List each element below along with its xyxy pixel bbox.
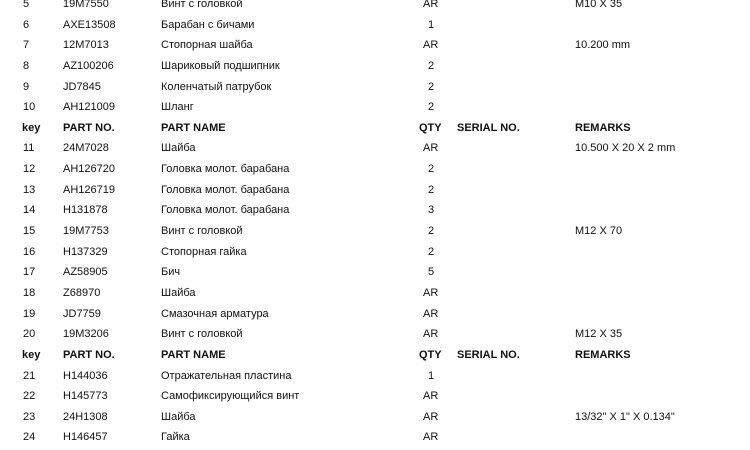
header-remarks: REMARKS (575, 121, 631, 134)
cell-part-name: Смазочная арматура (161, 307, 269, 320)
header-serial-no: SERIAL NO. (457, 121, 520, 134)
table-row (0, 366, 750, 387)
table-row (0, 56, 750, 77)
header-part-no: PART NO. (63, 121, 115, 134)
cell-key: 8 (23, 59, 30, 72)
table-row (0, 283, 750, 304)
table-row (0, 15, 750, 36)
cell-remarks: 13/32" X 1" X 0.134" (575, 410, 675, 423)
table-row (0, 304, 750, 325)
cell-part-no: JD7759 (63, 307, 101, 320)
cell-key: 7 (23, 39, 30, 52)
cell-part-no: H146457 (63, 431, 108, 444)
cell-part-name: Шайба (161, 410, 196, 423)
table-header-row (0, 118, 750, 139)
cell-part-no: 19M7753 (63, 225, 109, 238)
table-row (0, 262, 750, 283)
cell-part-name: Головка молот. барабана (161, 204, 290, 217)
cell-qty: AR (423, 390, 439, 403)
cell-part-name: Шайба (161, 286, 196, 299)
cell-key: 18 (23, 286, 36, 299)
cell-qty: 5 (428, 266, 435, 279)
cell-qty: 2 (428, 163, 435, 176)
cell-part-name: Бич (161, 266, 181, 279)
cell-key: 21 (23, 369, 36, 382)
cell-part-no: 24M7028 (63, 142, 109, 155)
cell-key: 17 (23, 266, 36, 279)
table-row (0, 407, 750, 428)
header-part-name: PART NAME (161, 121, 226, 134)
cell-qty: 2 (428, 80, 435, 93)
cell-key: 20 (23, 328, 36, 341)
table-row (0, 200, 750, 221)
cell-key: 24 (23, 431, 36, 444)
table-row (0, 77, 750, 98)
cell-part-name: Шайба (161, 142, 196, 155)
cell-key: 15 (23, 225, 36, 238)
header-key: key (22, 348, 41, 361)
cell-part-no: H137329 (63, 245, 108, 258)
cell-qty: AR (423, 431, 439, 444)
cell-key: 16 (23, 245, 36, 258)
cell-qty: 2 (428, 101, 435, 114)
cell-qty: 2 (428, 183, 435, 196)
cell-key: 23 (23, 410, 36, 423)
header-part-no: PART NO. (63, 348, 115, 361)
cell-qty: AR (423, 142, 439, 155)
cell-part-name: Винт с головкой (161, 328, 243, 341)
cell-part-name: Отражательная пластина (161, 369, 292, 382)
cell-qty: AR (423, 0, 439, 10)
cell-key: 22 (23, 390, 36, 403)
cell-key: 6 (23, 18, 30, 31)
cell-part-no: AXE13508 (63, 18, 116, 31)
table-header-row (0, 345, 750, 366)
cell-part-name: Головка молот. барабана (161, 183, 290, 196)
cell-part-name: Гайка (161, 431, 190, 444)
cell-qty: 2 (428, 225, 435, 238)
cell-remarks: M10 X 35 (575, 0, 623, 10)
cell-qty: AR (423, 328, 439, 341)
cell-part-name: Винт с головкой (161, 225, 243, 238)
header-remarks: REMARKS (575, 348, 631, 361)
cell-part-no: H131878 (63, 204, 108, 217)
table-row (0, 138, 750, 159)
header-qty: QTY (419, 121, 442, 134)
table-row (0, 97, 750, 118)
cell-qty: 2 (428, 245, 435, 258)
cell-key: 14 (23, 204, 36, 217)
cell-part-no: AH126719 (63, 183, 115, 196)
cell-part-no: AH121009 (63, 101, 115, 114)
cell-part-no: 12M7013 (63, 39, 109, 52)
cell-qty: 3 (428, 204, 435, 217)
cell-key: 19 (23, 307, 36, 320)
header-serial-no: SERIAL NO. (457, 348, 520, 361)
table-row (0, 386, 750, 407)
table-row (0, 324, 750, 345)
cell-qty: 2 (428, 59, 435, 72)
cell-part-name: Барабан с бичами (161, 18, 255, 31)
cell-qty: 1 (428, 18, 435, 31)
cell-key: 5 (23, 0, 30, 10)
cell-remarks: M12 X 70 (575, 225, 623, 238)
cell-remarks: 10.500 X 20 X 2 mm (575, 142, 676, 155)
cell-part-name: Шариковый подшипник (161, 59, 280, 72)
cell-qty: 1 (428, 369, 435, 382)
table-row (0, 427, 750, 448)
table-row (0, 159, 750, 180)
table-row (0, 0, 750, 15)
table-row (0, 242, 750, 263)
cell-part-no: 24H1308 (63, 410, 108, 423)
cell-key: 9 (23, 80, 30, 93)
cell-key: 12 (23, 163, 36, 176)
cell-part-no: JD7845 (63, 80, 101, 93)
cell-qty: AR (423, 410, 439, 423)
table-row (0, 35, 750, 56)
cell-part-name: Стопорная гайка (161, 245, 247, 258)
cell-part-name: Головка молот. барабана (161, 163, 290, 176)
header-qty: QTY (419, 348, 442, 361)
cell-key: 10 (23, 101, 36, 114)
cell-part-name: Шланг (161, 101, 194, 114)
cell-part-name: Винт с головкой (161, 0, 243, 10)
cell-part-no: 19M7550 (63, 0, 109, 10)
table-row (0, 221, 750, 242)
cell-part-name: Коленчатый патрубок (161, 80, 272, 93)
cell-part-no: AZ100206 (63, 59, 114, 72)
cell-part-name: Самофиксирующийся винт (161, 390, 300, 403)
cell-part-name: Стопорная шайба (161, 39, 253, 52)
table-row (0, 180, 750, 201)
cell-key: 13 (23, 183, 36, 196)
cell-key: 11 (23, 142, 35, 155)
cell-remarks: M12 X 35 (575, 328, 623, 341)
cell-part-no: H144036 (63, 369, 108, 382)
cell-part-no: Z68970 (63, 286, 101, 299)
cell-part-no: H145773 (63, 390, 108, 403)
header-part-name: PART NAME (161, 348, 226, 361)
header-key: key (22, 121, 41, 134)
cell-qty: AR (423, 39, 439, 52)
cell-remarks: 10.200 mm (575, 39, 631, 52)
cell-part-no: AH126720 (63, 163, 115, 176)
cell-qty: AR (423, 307, 439, 320)
cell-qty: AR (423, 286, 439, 299)
cell-part-no: AZ58905 (63, 266, 108, 279)
cell-part-no: 19M3206 (63, 328, 109, 341)
